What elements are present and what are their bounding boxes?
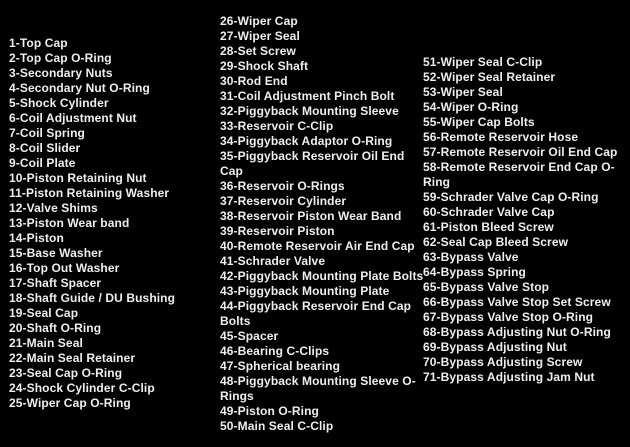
parts-list-line: 3-Secondary Nuts [9, 66, 113, 80]
parts-list-line: 69-Bypass Adjusting Nut [423, 340, 567, 354]
parts-list-line: 29-Shock Shaft [220, 59, 309, 73]
parts-list-line: 17-Shaft Spacer [9, 276, 102, 290]
parts-list-line: Bolts [220, 314, 251, 328]
parts-list-line: 32-Piggyback Mounting Sleeve [220, 104, 399, 118]
parts-list-line: 2-Top Cap O-Ring [9, 51, 112, 65]
parts-list-line: 49-Piston O-Ring [220, 404, 319, 418]
parts-list-line: 56-Remote Reservoir Hose [423, 130, 579, 144]
parts-list-line: 33-Reservoir C-Clip [220, 119, 334, 133]
parts-list-line: 52-Wiper Seal Retainer [423, 70, 556, 84]
parts-list-line: 26-Wiper Cap [220, 14, 298, 28]
parts-list-line: 30-Rod End [220, 74, 288, 88]
parts-list-line: 10-Piston Retaining Nut [9, 171, 147, 185]
parts-list-line: 50-Main Seal C-Clip [220, 419, 334, 433]
parts-list-line: 47-Spherical bearing [220, 359, 341, 373]
parts-list-line: 35-Piggyback Reservoir Oil End [220, 149, 405, 163]
parts-list-line: 28-Set Screw [220, 44, 296, 58]
parts-list-line: 57-Remote Reservoir Oil End Cap [423, 145, 618, 159]
parts-list-line: 64-Bypass Spring [423, 265, 526, 279]
parts-list-line: 4-Secondary Nut O-Ring [9, 81, 150, 95]
parts-list-line: 7-Coil Spring [9, 126, 85, 140]
parts-list-line: 21-Main Seal [9, 336, 83, 350]
parts-list-line: 41-Schrader Valve [220, 254, 326, 268]
parts-list-line: 61-Piston Bleed Screw [423, 220, 554, 234]
parts-list-line: 45-Spacer [220, 329, 279, 343]
parts-list-line: 39-Reservoir Piston [220, 224, 335, 238]
parts-list-line: 71-Bypass Adjusting Jam Nut [423, 370, 595, 384]
parts-list-line: 18-Shaft Guide / DU Bushing [9, 291, 176, 305]
parts-list-line: 42-Piggyback Mounting Plate Bolts [220, 269, 424, 283]
parts-list-line: 24-Shock Cylinder C-Clip [9, 381, 155, 395]
parts-list-line: 68-Bypass Adjusting Nut O-Ring [423, 325, 611, 339]
parts-list-line: 66-Bypass Valve Stop Set Screw [423, 295, 611, 309]
parts-list-line: 54-Wiper O-Ring [423, 100, 519, 114]
parts-list-line: 27-Wiper Seal [220, 29, 300, 43]
parts-list-line: 38-Reservoir Piston Wear Band [220, 209, 402, 223]
parts-list-line: 48-Piggyback Mounting Sleeve O- [220, 374, 416, 388]
parts-list-line: 59-Schrader Valve Cap O-Ring [423, 190, 599, 204]
parts-list-line: 25-Wiper Cap O-Ring [9, 396, 131, 410]
parts-list-column-3 [423, 55, 618, 385]
parts-list-line: 67-Bypass Valve Stop O-Ring [423, 310, 594, 324]
parts-list-line: 8-Coil Slider [9, 141, 81, 155]
parts-list-line: 13-Piston Wear band [9, 216, 130, 230]
parts-list-line: 63-Bypass Valve [423, 250, 519, 264]
parts-list-line: 65-Bypass Valve Stop [423, 280, 550, 294]
parts-list-line: 1-Top Cap [9, 36, 68, 50]
parts-list-line: 31-Coil Adjustment Pinch Bolt [220, 89, 395, 103]
parts-list-line: 9-Coil Plate [9, 156, 76, 170]
parts-list-line: 16-Top Out Washer [9, 261, 120, 275]
parts-list-line: 43-Piggyback Mounting Plate [220, 284, 390, 298]
parts-list-line: 60-Schrader Valve Cap [423, 205, 555, 219]
parts-list-line: 19-Seal Cap [9, 306, 79, 320]
parts-list-line: 55-Wiper Cap Bolts [423, 115, 535, 129]
parts-list-line: 22-Main Seal Retainer [9, 351, 136, 365]
parts-list-line: 14-Piston [9, 231, 64, 245]
parts-list-line: 11-Piston Retaining Washer [9, 186, 170, 200]
parts-list-line: 20-Shaft O-Ring [9, 321, 102, 335]
parts-list-line: 12-Valve Shims [9, 201, 98, 215]
parts-list-line: 40-Remote Reservoir Air End Cap [220, 239, 415, 253]
parts-list-line: Rings [220, 389, 254, 403]
parts-list-column-2 [220, 14, 423, 434]
parts-list-line: Cap [220, 164, 243, 178]
parts-list-line: 62-Seal Cap Bleed Screw [423, 235, 569, 249]
parts-list-line: 36-Reservoir O-Rings [220, 179, 345, 193]
parts-list-line: 53-Wiper Seal [423, 85, 503, 99]
parts-list-line: 58-Remote Reservoir End Cap O- [423, 160, 615, 174]
parts-list-line: 5-Shock Cylinder [9, 96, 109, 110]
parts-list-line: 6-Coil Adjustment Nut [9, 111, 137, 125]
parts-list-line: 34-Piggyback Adaptor O-Ring [220, 134, 393, 148]
parts-list-line: 15-Base Washer [9, 246, 103, 260]
parts-list-line: 44-Piggyback Reservoir End Cap [220, 299, 412, 313]
parts-list-line: 51-Wiper Seal C-Clip [423, 55, 543, 69]
parts-list-line: Ring [423, 175, 451, 189]
parts-list-line: 70-Bypass Adjusting Screw [423, 355, 583, 369]
parts-list-line: 46-Bearing C-Clips [220, 344, 330, 358]
parts-list-column-1 [9, 36, 175, 411]
parts-list-line: 23-Seal Cap O-Ring [9, 366, 123, 380]
parts-list-line: 37-Reservoir Cylinder [220, 194, 347, 208]
